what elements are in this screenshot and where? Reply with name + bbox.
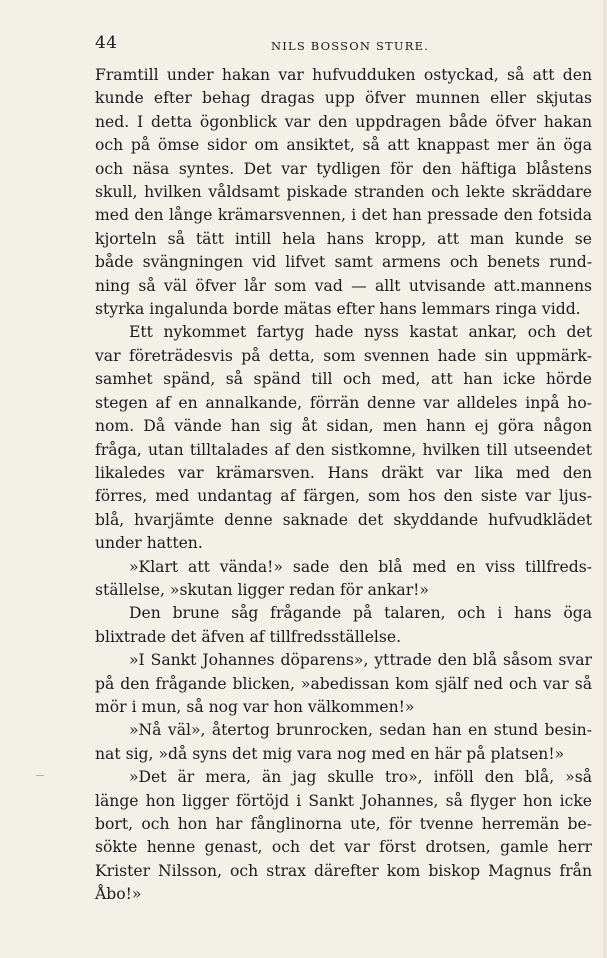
text-line: stegen af en annalkande, förrän denne var alldeles inpå ho- bbox=[95, 393, 592, 412]
text-line: var företrädesvis på detta, som svennen hade sin uppmärk- bbox=[95, 346, 592, 365]
text-line: mör i mun, så nog var hon välkommen!» bbox=[95, 697, 415, 716]
running-head: NILS BOSSON STURE. bbox=[271, 39, 430, 53]
text-line: Åbo!» bbox=[95, 885, 142, 904]
text-line: »Nå väl», återtog brunrocken, sedan han en stund besin- bbox=[129, 721, 592, 740]
page-edge bbox=[603, 0, 607, 958]
text-line: kunde efter behag dragas upp öfver munnen eller skjutas bbox=[95, 89, 592, 108]
text-line: och näsa syntes. Det var tydligen för den häftiga blåstens bbox=[95, 159, 592, 178]
text-line: nat sig, »då syns det mig vara nog med en här på platsen!» bbox=[95, 744, 565, 763]
text-line: och på ömse sidor om ansiktet, så att knappast mer än ögа bbox=[95, 136, 592, 155]
text-line: sökte henne genast, och det var först drotsen, gamle herr bbox=[95, 838, 592, 857]
text-line: ställelse, »skutan ligger redan för ankar!» bbox=[95, 580, 429, 599]
text-line: bort, och hon har fånglinorna ute, för tvenne herremän be- bbox=[95, 815, 592, 833]
text-line: fråga, utan tilltalades af den sistkomne, hvilken till utseendet bbox=[95, 440, 592, 459]
text-line: förres, med undantag af färgen, som hos den siste var ljus- bbox=[95, 487, 592, 506]
body-text bbox=[95, 64, 592, 907]
text-line: blå, hvarjämte denne saknade det skyddande hufvudklädet bbox=[95, 510, 592, 529]
text-line: med den långe krämarsvennen, i det han pressade den fotsida bbox=[95, 206, 592, 225]
text-line: på den frågande blicken, »abedissan kom själf ned och var så bbox=[95, 674, 592, 693]
text-line: styrka ingalunda borde mätas efter hans lemmars ringa vidd. bbox=[95, 300, 581, 319]
text-line: »I Sankt Johannes döparens», yttrade den blå såsom svar bbox=[129, 651, 592, 670]
text-line: Framtill under hakan var hufvudduken ostyckad, så att den bbox=[95, 66, 592, 84]
text-line: »Det är mera, än jag skulle tro», inföll den blå, »så bbox=[129, 768, 592, 787]
text-line: ned. I detta ögonblick var den uppdragen både öfver hakan bbox=[95, 112, 592, 131]
text-line: ning så väl öfver lår som vad — allt utvisande att.mannens bbox=[95, 276, 592, 295]
text-line: likaledes var krämarsven. Hans dräkt var lika med den bbox=[95, 463, 592, 482]
text-line: Krister Nilsson, och strax därefter kom biskop Magnus från bbox=[95, 861, 592, 880]
text-line: Den brune såg frågande på talaren, och i hans öga bbox=[129, 604, 592, 623]
text-line: under hatten. bbox=[95, 534, 203, 553]
text-line: skull, hvilken våldsamt piskade stranden och lekte skräddare bbox=[95, 183, 592, 202]
text-line: länge hon ligger förtöjd i Sankt Johannes, så flyger hon icke bbox=[95, 791, 592, 810]
text-line: både svängningen vid lifvet samt armens och benets rund- bbox=[95, 253, 592, 272]
text-line: nom. Då vände han sig åt sidan, men hann ej göra någon bbox=[95, 417, 592, 436]
text-line: kjorteln så tätt intill hela hans kropp, att man kunde se bbox=[95, 229, 592, 248]
page-header bbox=[95, 33, 592, 55]
margin-mark bbox=[36, 775, 44, 776]
text-line: samhet spänd, så spänd till och med, att han icke hörde bbox=[95, 370, 592, 389]
text-line: »Klart att vända!» sade den blå med en viss tillfreds- bbox=[129, 557, 592, 576]
text-line: blixtrade det äfven af tillfredsställelse. bbox=[95, 627, 402, 646]
page-number: 44 bbox=[95, 33, 118, 53]
text-line: Ett nykommet fartyg hade nyss kastat ankar, och det bbox=[129, 323, 592, 342]
